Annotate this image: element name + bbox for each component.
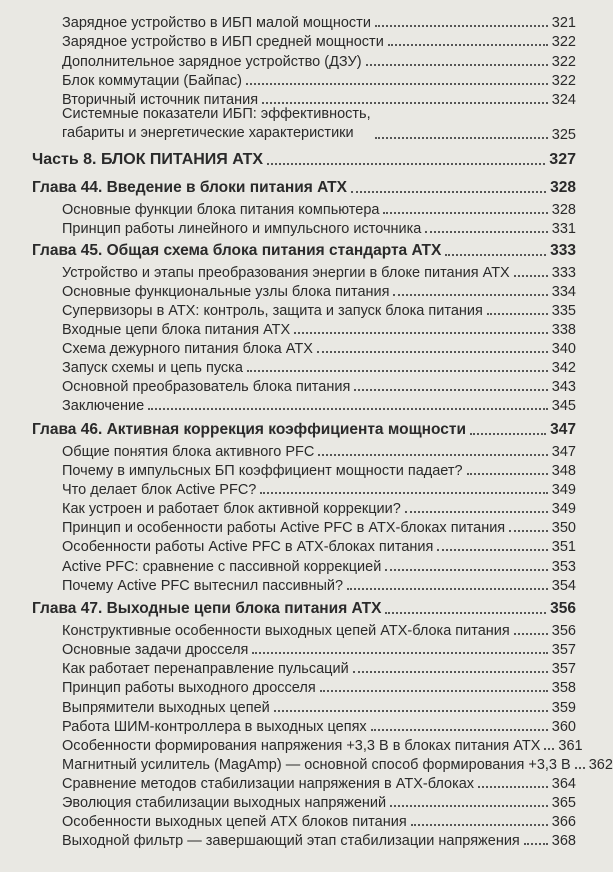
dot-leader [383,211,547,214]
toc-page-number: 362 [588,757,613,773]
dot-leader [509,529,548,532]
toc-page-number: 347 [551,444,576,460]
toc-page-number: 340 [551,341,576,357]
toc-page-number: 356 [551,623,576,639]
toc-entry [62,810,576,830]
toc-entry-title: Сравнение методов стабилизации напряжения в ATX-блоках [62,776,475,792]
dot-leader [524,842,548,845]
toc-entry-title: Основные функциональные узлы блока питания [62,284,390,300]
toc-entry-title: Глава 45. Общая схема блока питания стандарта ATX [32,242,442,259]
toc-entry-title: Входные цепи блока питания ATX [62,322,291,338]
toc-page-number: 347 [550,421,576,438]
toc-entry [62,497,576,517]
toc-page-number: 333 [551,265,576,281]
toc-page-number: 368 [551,833,576,849]
toc-entry-title [62,105,371,143]
toc-page-number: 356 [550,600,576,617]
toc-entry-title: Особенности работы Active PFC в ATX-блоках питания [62,539,434,555]
toc-page-number: 335 [551,303,576,319]
toc-page-number: 364 [551,776,576,792]
toc-page-number: 333 [550,242,576,259]
dot-leader [390,804,548,807]
toc-entry [62,478,576,498]
toc-page-number: 365 [551,795,576,811]
toc-entry [62,696,576,716]
toc-page-number: 334 [551,284,576,300]
toc-entry-title-line: Системные показатели ИБП: эффективность, [62,106,371,122]
toc-entry-title: Принцип и особенности работы Active PFC в ATX-блоках питания [62,520,506,536]
toc-entry-title: Active PFC: сравнение с пассивной коррекцией [62,559,382,575]
toc-entry-title: Блок коммутации (Байпас) [62,73,242,89]
toc-page-number: 351 [551,539,576,555]
toc-entry [62,619,576,639]
dot-leader [437,548,547,551]
toc-page-number: 366 [551,814,576,830]
toc-chapter-heading [32,419,576,439]
toc-entry-title: Конструктивные особенности выходных цепей ATX-блока питания [62,623,510,639]
toc-page-number: 322 [551,34,576,50]
toc-entry [62,394,576,414]
toc-entry [62,791,576,811]
toc-page-number: 358 [551,680,576,696]
toc-entry [62,356,576,376]
dot-leader [366,63,548,66]
toc-page-number: 348 [551,463,576,479]
toc-page-number: 331 [551,221,576,237]
toc-entry-title: Особенности выходных цепей ATX блоков питания [62,814,407,830]
toc-page-number: 343 [551,379,576,395]
toc-page-number: 349 [551,501,576,517]
toc-entry [62,217,576,237]
toc-entry [62,676,576,696]
toc-entry [62,280,576,300]
toc-entry-title: Выпрямители выходных цепей [62,700,270,716]
toc-page-number: 357 [551,661,576,677]
dot-leader [294,331,548,334]
toc-entry-title: Устройство и этапы преобразования энергии в блоке питания ATX [62,265,510,281]
dot-leader [148,407,548,410]
dot-leader [267,162,545,165]
toc-page-number: 321 [551,15,576,31]
toc-entry [62,50,576,70]
toc-entry [62,30,576,50]
toc-entry [62,440,576,460]
dot-leader [514,274,548,277]
toc-entry-title: Часть 8. БЛОК ПИТАНИЯ ATX [32,151,264,168]
dot-leader [388,43,548,46]
dot-leader [544,747,554,750]
dot-leader [353,670,548,673]
toc-page-number: 322 [551,73,576,89]
toc-entry [62,638,576,658]
dot-leader [575,766,585,769]
dot-leader [318,453,547,456]
dot-leader [487,312,548,315]
toc-entry-title: Глава 46. Активная коррекция коэффициента мощности [32,421,467,438]
dot-leader [405,510,548,513]
toc-entry-title: Схема дежурного питания блока ATX [62,341,313,357]
toc-page-number: 342 [551,360,576,376]
toc-entry [62,105,576,143]
dot-leader [274,709,548,712]
dot-leader [425,230,547,233]
toc-entry [62,261,576,281]
toc-entry-title: Почему Active PFC вытеснил пассивный? [62,578,344,594]
dot-leader [320,689,548,692]
toc-entry [62,337,576,357]
toc-entry-title: Зарядное устройство в ИБП средней мощности [62,34,384,50]
toc-entry-title: Основные функции блока питания компьютера [62,202,380,218]
toc-entry-title-line: габариты и энергетические характеристики [62,125,354,141]
dot-leader [317,350,548,353]
toc-entry [62,535,576,555]
toc-entry [62,753,613,773]
dot-leader [411,823,548,826]
dot-leader [246,82,548,85]
toc-page-number: 357 [551,642,576,658]
toc-entry [62,375,576,395]
toc-entry-title: Основные задачи дросселя [62,642,249,658]
toc-chapter-heading [32,177,576,197]
toc-entry-title: Особенности формирования напряжения +3,3 В в блоках питания ATX [62,738,541,754]
toc-entry [62,734,583,754]
toc-entry [62,459,576,479]
dot-leader [371,728,548,731]
dot-leader [470,432,546,435]
toc-entry-title: Принцип работы линейного и импульсного источника [62,221,422,237]
toc-entry-title: Принцип работы выходного дросселя [62,680,316,696]
toc-entry [62,516,576,536]
toc-entry-title: Выходной фильтр — завершающий этап стабилизации напряжения [62,833,520,849]
dot-leader [385,611,546,614]
toc-entry [62,715,576,735]
toc-entry [62,198,576,218]
toc-page-number: 350 [551,520,576,536]
toc-entry-title: Основной преобразователь блока питания [62,379,351,395]
dot-leader [260,491,547,494]
toc-entry [62,657,576,677]
toc-chapter-heading [32,240,576,260]
toc-entry [62,318,576,338]
toc-page-number: 325 [551,127,576,143]
toc-entry-title: Вторичный источник питания [62,92,259,108]
toc-entry [62,574,576,594]
toc-page-number: 322 [551,54,576,70]
toc-page-number: 359 [551,700,576,716]
toc-entry-title: Магнитный усилитель (MagAmp) — основной способ формирования +3,3 В [62,757,571,773]
dot-leader [445,253,546,256]
toc-entry-title: Как устроен и работает блок активной коррекции? [62,501,401,517]
dot-leader [385,568,547,571]
dot-leader [375,136,548,139]
toc-page-number: 328 [550,179,576,196]
toc-entry-title: Глава 44. Введение в блоки питания ATX [32,179,347,196]
toc-entry-title: Дополнительное зарядное устройство (ДЗУ) [62,54,362,70]
toc-page-number: 353 [551,559,576,575]
toc-entry [62,11,576,31]
dot-leader [347,587,548,590]
toc-entry-title: Общие понятия блока активного PFC [62,444,315,460]
toc-page-number: 361 [558,738,583,754]
toc-page-number: 327 [549,151,576,168]
toc-entry [62,555,576,575]
dot-leader [351,190,546,193]
toc-entry-title: Супервизоры в ATX: контроль, защита и запуск блока питания [62,303,483,319]
toc-entry-title: Работа ШИМ-контроллера в выходных цепях [62,719,367,735]
dot-leader [478,785,548,788]
toc-entry-title: Глава 47. Выходные цепи блока питания ATX [32,600,382,617]
toc-page-number: 345 [551,398,576,414]
dot-leader [247,369,548,372]
toc-part-heading [32,149,576,169]
toc-page-number: 324 [551,92,576,108]
toc-entry-title: Эволюция стабилизации выходных напряжений [62,795,387,811]
toc-page-number: 328 [551,202,576,218]
toc-page-number: 338 [551,322,576,338]
toc-entry [62,69,576,89]
toc-entry-title: Как работает перенаправление пульсаций [62,661,349,677]
dot-leader [262,101,548,104]
toc-entry-title: Заключение [62,398,145,414]
toc-page-number: 349 [551,482,576,498]
dot-leader [514,632,548,635]
dot-leader [252,651,547,654]
toc-entry [62,772,576,792]
dot-leader [393,293,547,296]
toc-entry [62,829,576,849]
dot-leader [467,472,548,475]
toc-chapter-heading [32,598,576,618]
toc-page-number: 354 [551,578,576,594]
toc-entry-title: Что делает блок Active PFC? [62,482,257,498]
dot-leader [354,388,547,391]
toc-entry-title: Запуск схемы и цепь пуска [62,360,243,376]
dot-leader [375,24,548,27]
toc-entry-title: Зарядное устройство в ИБП малой мощности [62,15,371,31]
toc-entry-title: Почему в импульсных БП коэффициент мощности падает? [62,463,463,479]
toc-page-number: 360 [551,719,576,735]
toc-entry [62,299,576,319]
